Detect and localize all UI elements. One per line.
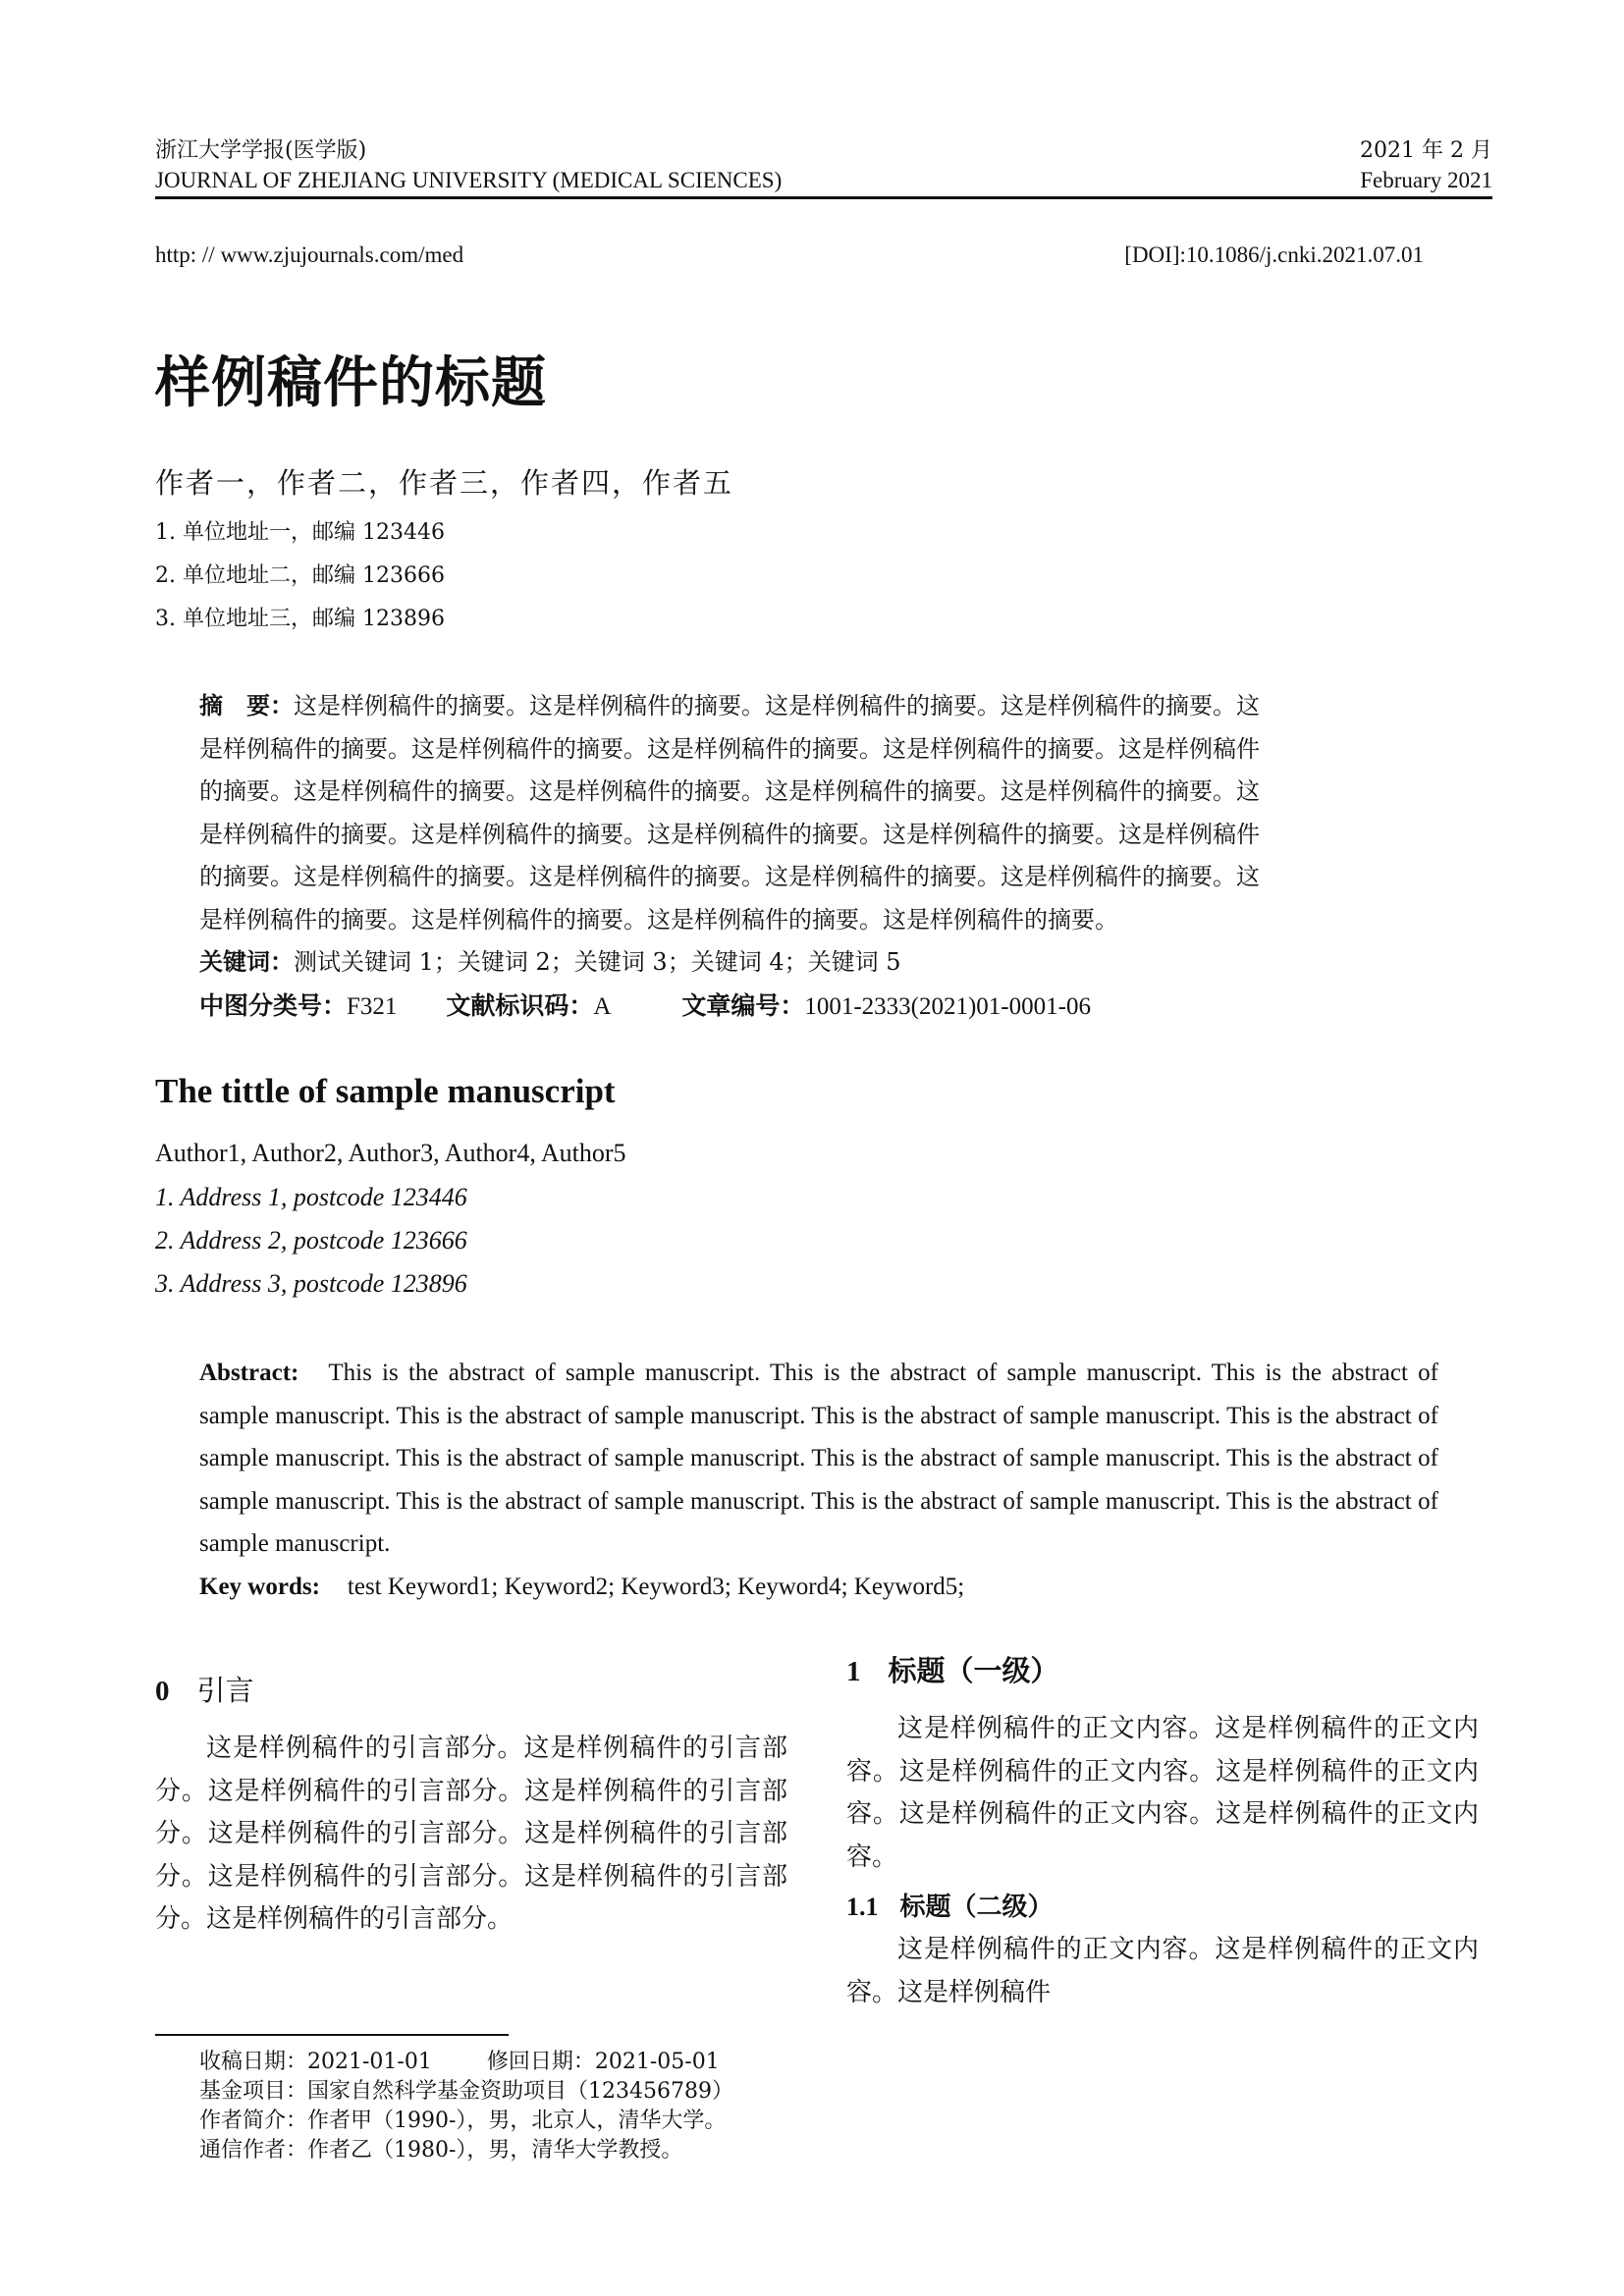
affiliations-cn (155, 511, 445, 641)
keywords-en-label: Key words: (199, 1573, 320, 1600)
subsection-heading (846, 1887, 1054, 1923)
abstract-cn-line: 的摘要。这是样例稿件的摘要。这是样例稿件的摘要。这是样例稿件的摘要。这是样例稿件的摘要。这 (199, 863, 1260, 890)
abstract-en (199, 1352, 1438, 1608)
footnote-rule (155, 2034, 509, 2036)
journal-name-cn: 浙江大学学报(医学版) (155, 138, 367, 163)
author-bio: 作者简介：作者甲（1990-），男，北京人，清华大学。 (199, 2109, 727, 2133)
affiliation-en: 1. Address 1, postcode 123446 (155, 1183, 467, 1211)
section-number: 0 (155, 1676, 170, 1707)
abstract-cn (199, 685, 1438, 1028)
abstract-cn-label: 摘 要： (199, 692, 294, 720)
section-body: 这是样例稿件的正文内容。这是样例稿件的正文内容。这是样例稿件的正文内容。这是样例稿件的正文内容。这是样例稿件的正文内容。这是样例稿件的正文内容。 (846, 1714, 1479, 1872)
abstract-cn-line: 的摘要。这是样例稿件的摘要。这是样例稿件的摘要。这是样例稿件的摘要。这是样例稿件的摘要。这 (199, 777, 1260, 805)
keywords-cn-label: 关键词： (199, 948, 294, 976)
abstract-en-text: This is the abstract of sample manuscript. This is the abstract of sample manuscript. This is the abstract of sample manuscript. This is the abstract of sample manuscript. This is the abstract of sample manuscript. This is the abstract of sample manuscript. This is the abstract of sample manuscript. This is the abstract of sample manuscript. This is the abstract of sample manuscript. This is the abstract of sample manuscript. This is the abstract of sample manuscript. This is the abstract of sample manuscript. (199, 1360, 1438, 1557)
subsection-body: 这是样例稿件的正文内容。这是样例稿件的正文内容。这是样例稿件 (846, 1935, 1479, 2007)
issue-date-en: February 2021 (1360, 168, 1492, 192)
section-number: 1 (846, 1656, 861, 1687)
journal-name-en: JOURNAL OF ZHEJIANG UNIVERSITY (MEDICAL SCIENCES) (155, 168, 783, 192)
section-body: 这是样例稿件的引言部分。这是样例稿件的引言部分。这是样例稿件的引言部分。这是样例稿件的引言部分。这是样例稿件的引言部分。这是样例稿件的引言部分。这是样例稿件的引言部分。这是样例稿件的引言部分。这是样例稿件的引言部分。 (155, 1734, 787, 1934)
corresponding-author: 通信作者：作者乙（1980-），男，清华大学教授。 (199, 2138, 683, 2163)
section-heading (155, 1669, 254, 1709)
section-title: 引言 (196, 1674, 254, 1707)
section-heading (846, 1649, 1059, 1689)
abstract-en-label: Abstract: (199, 1360, 299, 1386)
article-title-en: The tittle of sample manuscript (155, 1072, 616, 1110)
affiliation-cn: 1. 单位地址一，邮编 123446 (155, 520, 445, 545)
affiliation-en: 3. Address 3, postcode 123896 (155, 1269, 467, 1298)
article-number-label: 文章编号： (681, 990, 805, 1020)
clc-value: F321 (347, 992, 398, 1020)
revised-date: 修回日期：2021-05-01 (486, 2050, 720, 2074)
keywords-cn: 测试关键词 1；关键词 2；关键词 3；关键词 4；关键词 5 (294, 948, 901, 976)
subsection-number: 1.1 (846, 1893, 879, 1921)
affiliation-cn: 3. 单位地址三，邮编 123896 (155, 607, 445, 631)
article-title-cn: 样例稿件的标题 (155, 351, 547, 415)
doc-code-value: A (593, 992, 612, 1020)
subsection-title: 标题（二级） (899, 1893, 1054, 1922)
fund-info: 基金项目：国家自然科学基金资助项目（123456789） (199, 2079, 733, 2104)
abstract-cn-line: 是样例稿件的摘要。这是样例稿件的摘要。这是样例稿件的摘要。这是样例稿件的摘要。这是样例稿件 (199, 820, 1260, 848)
keywords-en: test Keyword1; Keyword2; Keyword3; Keyword4; Keyword5; (347, 1573, 965, 1600)
abstract-cn-line: 这是样例稿件的摘要。这是样例稿件的摘要。这是样例稿件的摘要。这是样例稿件的摘要。这 (294, 692, 1260, 720)
affiliations-en (155, 1176, 467, 1306)
journal-url[interactable]: http: // www.zjujournals.com/med (155, 242, 464, 267)
affiliation-en: 2. Address 2, postcode 123666 (155, 1226, 467, 1255)
doc-code-label: 文献标识码： (446, 990, 594, 1020)
doi[interactable]: [DOI]:10.1086/j.cnki.2021.07.01 (1124, 242, 1424, 267)
issue-date-cn: 2021 年 2 月 (1360, 138, 1492, 163)
authors-cn: 作者一，作者二，作者三，作者四，作者五 (155, 466, 734, 500)
abstract-cn-line: 是样例稿件的摘要。这是样例稿件的摘要。这是样例稿件的摘要。这是样例稿件的摘要。 (199, 905, 1118, 934)
authors-en: Author1, Author2, Author3, Author4, Author5 (155, 1139, 626, 1167)
section-title: 标题（一级） (888, 1654, 1059, 1687)
received-date: 收稿日期：2021-01-01 (199, 2050, 432, 2074)
footnotes (199, 2048, 733, 2165)
article-number-value: 1001-2333(2021)01-0001-06 (804, 992, 1091, 1020)
classification-line (199, 985, 1438, 1029)
affiliation-cn: 2. 单位地址二，邮编 123666 (155, 563, 445, 588)
header-rule (155, 196, 1492, 199)
clc-label: 中图分类号： (199, 990, 348, 1020)
abstract-cn-line: 是样例稿件的摘要。这是样例稿件的摘要。这是样例稿件的摘要。这是样例稿件的摘要。这是样例稿件 (199, 734, 1260, 763)
